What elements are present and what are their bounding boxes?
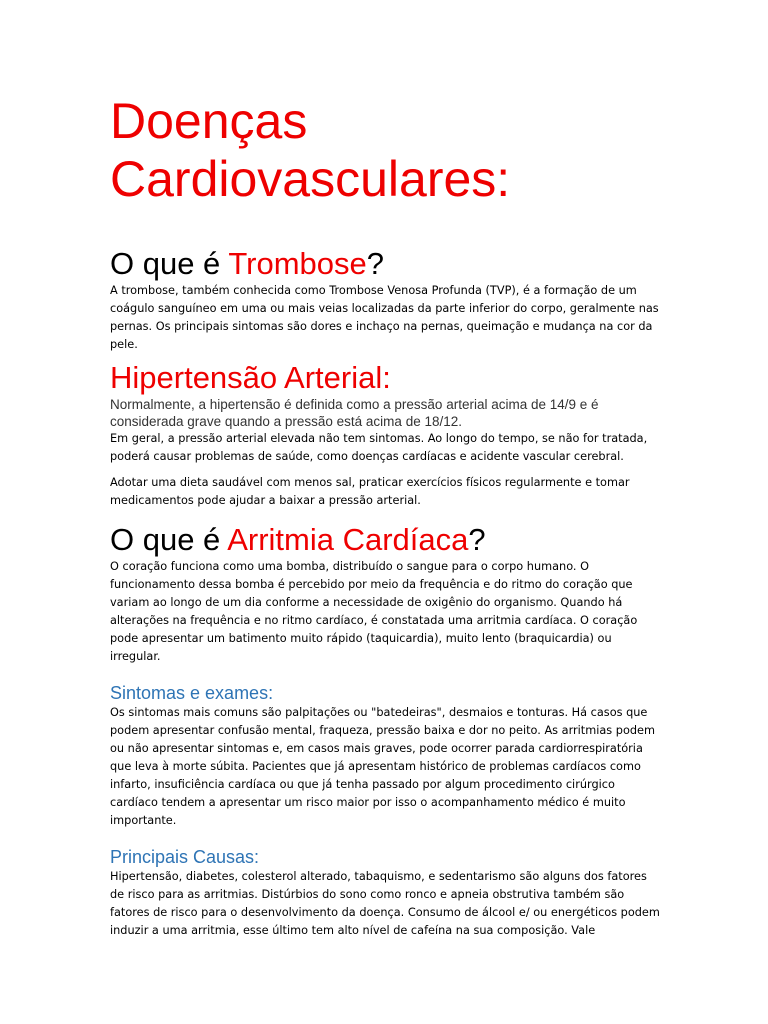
trombose-heading-prefix: O que é bbox=[110, 246, 229, 281]
trombose-heading-suffix: ? bbox=[366, 246, 385, 281]
causas-body: Hipertensão, diabetes, colesterol alterado, tabaquismo, e sedentarismo são alguns dos fatores de risco para as arritmias. Distúrbios do sono como ronco e apneia obstrutiva também são fatores de risco para o desenvolvimento da doença. Consumo de álcool e/ ou energéticos podem induzir a uma arritmia, esse último tem alto nível de cafeína na sua composição. Vale bbox=[110, 870, 660, 937]
document-page bbox=[110, 92, 660, 940]
hipertensao-body-1: Em geral, a pressão arterial elevada não tem sintomas. Ao longo do tempo, se não for tratada, poderá causar problemas de saúde, como doenças cardíacas e acidente vascular cerebral. bbox=[110, 432, 648, 463]
arritmia-body: O coração funciona como uma bomba, distribuído o sangue para o corpo humano. O funcionamento dessa bomba é percebido por meio da frequência e do ritmo do coração que variam ao longo de um dia conforme a necessidade de oxigênio do organismo. Quando há alterações na frequência e no ritmo cardíaco, é constatada uma arritmia cardíaca. O coração pode apresentar um batimento muito rápido (taquicardia), muito lento (braquicardia) ou irregular. bbox=[110, 560, 638, 663]
arritmia-heading-highlight: Arritmia Cardíaca bbox=[227, 522, 469, 557]
hipertensao-heading: Hipertensão Arterial: bbox=[110, 360, 391, 395]
arritmia-heading-suffix: ? bbox=[468, 522, 486, 557]
trombose-heading-highlight: Trombose bbox=[228, 246, 367, 281]
page-title-line1: Doenças bbox=[110, 93, 308, 149]
hipertensao-normal-text: Normalmente, a hipertensão é definida como a pressão arterial acima de 14/9 e é considerada grave quando a pressão está acima de 18/12. bbox=[110, 397, 599, 429]
sintomas-heading: Sintomas e exames: bbox=[110, 683, 274, 703]
trombose-body: A trombose, também conhecida como Trombose Venosa Profunda (TVP), é a formação de um coágulo sanguíneo em uma ou mais veias localizadas da parte inferior do corpo, geralmente nas pernas. Os principais sintomas são dores e inchaço na pernas, queimação e mudança na cor da pele. bbox=[110, 284, 659, 351]
page-title-line2: Cardiovasculares: bbox=[110, 151, 511, 207]
page-title bbox=[110, 92, 660, 208]
trombose-heading bbox=[110, 246, 660, 282]
causas-heading: Principais Causas: bbox=[110, 847, 260, 867]
arritmia-heading-prefix: O que é bbox=[110, 522, 228, 557]
arritmia-heading bbox=[110, 522, 660, 558]
hipertensao-body-2: Adotar uma dieta saudável com menos sal, praticar exercícios físicos regularmente e tomar medicamentos pode ajudar a baixar a pressão arterial. bbox=[110, 476, 630, 507]
sintomas-body: Os sintomas mais comuns são palpitações ou "batedeiras", desmaios e tonturas. Há casos que podem apresentar confusão mental, fraqueza, pressão baixa e dor no peito. As arritmias podem ou não apresentar sintomas e, em casos mais graves, pode ocorrer parada cardiorrespiratória que leva à morte súbita. Pacientes que já apresentam histórico de problemas cardíacos como infarto, insuficiência cardíaca ou que já tenha passado por algum procedimento cirúrgico cardíaco tendem a apresentar um risco maior por isso o acompanhamento médico é muito importante. bbox=[110, 706, 655, 827]
